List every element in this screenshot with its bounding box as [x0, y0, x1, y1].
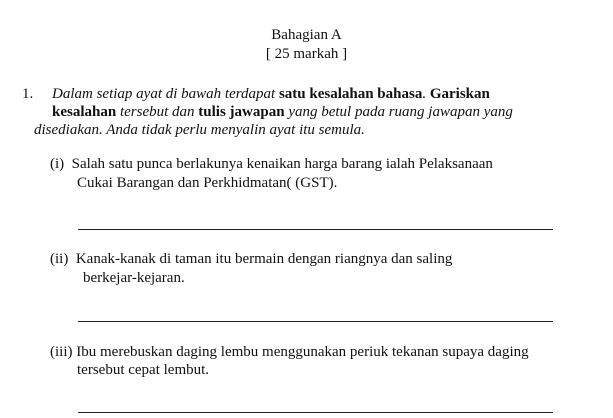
item-i-line-2: Cukai Barangan dan Perkhidmatan( (GST). [77, 175, 338, 191]
item-label: (ii) [50, 251, 69, 267]
instruction-line-1 [52, 86, 490, 103]
marks-label: [ 25 markah ] [265, 46, 348, 62]
answer-line-i[interactable] [78, 229, 553, 230]
item-label: (i) [50, 156, 65, 172]
answer-line-iii[interactable] [78, 412, 553, 413]
instruction-line-2 [52, 104, 513, 121]
item-label: (iii) [50, 344, 73, 360]
item-text: Salah satu punca berlakunya kenaikan harga barang ialah Pelaksanaan [71, 156, 493, 172]
instr-seg: tersebut dan [116, 104, 199, 120]
instr-seg: disediakan. Anda tidak perlu menyalin ayat itu semula. [34, 122, 365, 138]
instruction-line-3 [34, 122, 365, 139]
instr-seg: yang betul pada ruang jawapan yang [284, 104, 513, 120]
item-ii-line-1 [50, 251, 452, 268]
instr-seg: . [422, 86, 430, 102]
instr-seg: satu kesalahan bahasa [278, 86, 423, 102]
item-text: Ibu merebuskan daging lembu menggunakan periuk tekanan supaya daging [76, 344, 529, 360]
instr-seg: tulis jawapan [198, 104, 285, 120]
item-iii-line-2: tersebut cepat lembut. [77, 362, 210, 378]
instr-seg: Dalam setiap ayat di bawah terdapat [52, 86, 279, 102]
item-text: Kanak-kanak di taman itu bermain dengan riangnya dan saling [75, 251, 453, 267]
item-iii-line-1 [50, 344, 529, 361]
instr-seg: kesalahan [52, 104, 117, 120]
section-title: Bahagian A [271, 27, 342, 43]
answer-line-ii[interactable] [78, 321, 553, 322]
instr-seg: Gariskan [429, 86, 490, 102]
item-ii-line-2: berkejar-kejaran. [83, 270, 185, 286]
item-i-line-1 [50, 156, 493, 173]
question-number: 1. [22, 86, 34, 102]
